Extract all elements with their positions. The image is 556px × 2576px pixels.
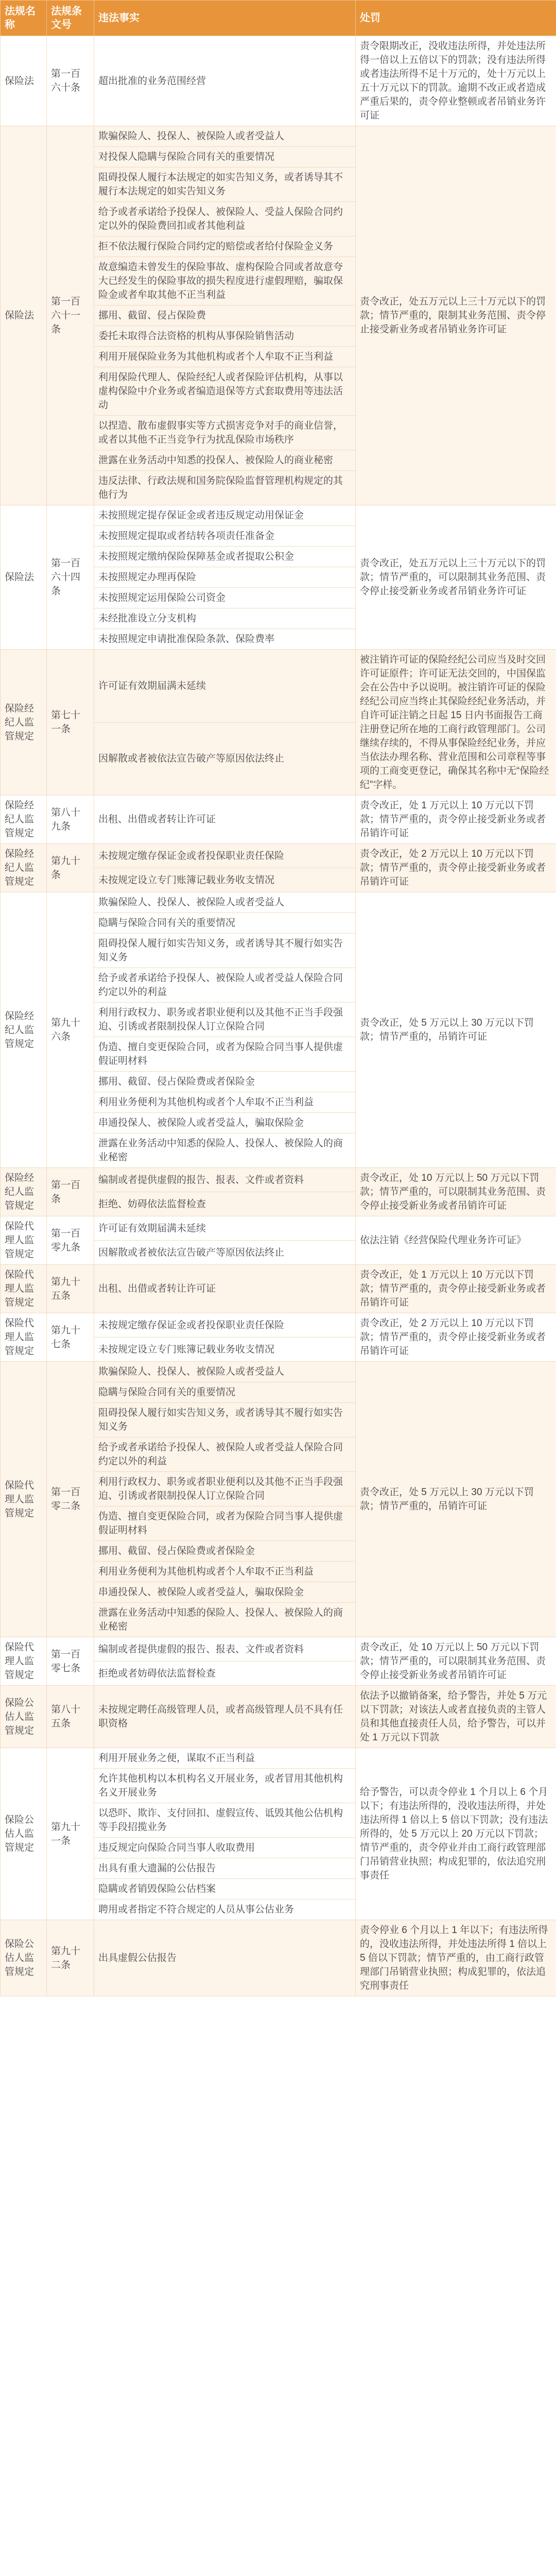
penalty-cell: 责令改正，处 10 万元以上 50 万元以下罚款；情节严重的，可以限制其业务范围、责令停止接受新业务或者吊销许可证 [356,1637,556,1686]
violation-fact-cell: 出具虚假公估报告 [94,1920,356,1996]
violation-fact-cell: 出具有重大遗漏的公估报告 [94,1858,356,1879]
law-name-cell: 保险经纪人监管规定 [1,844,47,892]
violation-fact-cell: 未按规定设立专门账簿记载业务收支情况 [94,868,356,892]
violation-fact-cell: 挪用、截留、侵占保险费或者保险金 [94,1072,356,1092]
law-name-cell: 保险代理人监管规定 [1,1637,47,1686]
article-number-cell: 第一百零九条 [47,1216,94,1265]
header-law-name: 法规名称 [1,1,47,36]
violation-fact-cell: 未按照规定提存保证金或者违反规定动用保证金 [94,505,356,526]
violation-fact-cell: 未按规定聘任高级管理人员，或者高级管理人员不具有任职资格 [94,1686,356,1748]
article-number-cell: 第一百六十四条 [47,505,94,650]
violation-fact-cell: 泄露在业务活动中知悉的保险人、投保人、被保险人的商业秘密 [94,1133,356,1168]
law-name-cell: 保险经纪人监管规定 [1,650,47,795]
violation-fact-cell: 未按照规定缴纳保险保障基金或者提取公积金 [94,547,356,567]
article-number-cell: 第九十条 [47,844,94,892]
penalty-cell: 责令改正，处 1 万元以上 10 万元以下罚款；情节严重的，责令停止接受新业务或者吊销许可证 [356,1265,556,1313]
law-name-cell: 保险经纪人监管规定 [1,795,47,844]
article-number-cell: 第一百零二条 [47,1362,94,1637]
violation-fact-cell: 以捏造、散布虚假事实等方式损害竞争对手的商业信誉，或者以其他不正当竞争行为扰乱保险市场秩序 [94,416,356,450]
law-name-cell: 保险代理人监管规定 [1,1362,47,1637]
table-header-row [1,1,556,36]
penalty-cell: 责令停业 6 个月以上 1 年以下；有违法所得的，没收违法所得，并处违法所得 1 倍以上 5 倍以下罚款；情节严重的，由工商行政管理部门吊销营业执照；构成犯罪的，依法追究刑事责任 [356,1920,556,1996]
table-row [1,892,556,913]
violation-fact-cell: 利用业务便利为其他机构或者个人牟取不正当利益 [94,1562,356,1582]
violation-fact-cell: 挪用、截留、侵占保险费 [94,306,356,326]
violation-fact-cell: 挪用、截留、侵占保险费或者保险金 [94,1541,356,1562]
law-name-cell: 保险法 [1,126,47,505]
violation-fact-cell: 超出批准的业务范围经营 [94,36,356,126]
violation-fact-cell: 对投保人隐瞒与保险合同有关的重要情况 [94,147,356,167]
violation-fact-cell: 隐瞒与保险合同有关的重要情况 [94,1382,356,1403]
article-number-cell: 第一百条 [47,1168,94,1216]
article-number-cell: 第九十二条 [47,1920,94,1996]
article-number-cell: 第八十五条 [47,1686,94,1748]
violation-fact-cell: 利用行政权力、职务或者职业便利以及其他不正当手段强迫、引诱或者限制投保人订立保险合同 [94,1472,356,1506]
article-number-cell: 第一百六十条 [47,36,94,126]
table-row [1,1216,556,1241]
table-row [1,795,556,844]
violation-fact-cell: 利用行政权力、职务或者职业便利以及其他不正当手段强迫、引诱或者限制投保人订立保险合同 [94,1003,356,1037]
law-name-cell: 保险代理人监管规定 [1,1216,47,1265]
law-name-cell: 保险经纪人监管规定 [1,1168,47,1216]
violation-fact-cell: 欺骗保险人、投保人、被保险人或者受益人 [94,126,356,147]
violation-fact-cell: 串通投保人、被保险人或者受益人，骗取保险金 [94,1582,356,1603]
article-number-cell: 第九十六条 [47,892,94,1168]
header-penalty: 处罚 [356,1,556,36]
violation-fact-cell: 拒绝、妨碍依法监督检查 [94,1192,356,1216]
header-article-number: 法规条文号 [47,1,94,36]
penalty-cell: 责令限期改正，没收违法所得，并处违法所得一倍以上五倍以下的罚款；没有违法所得或者违法所得不足十万元的，处十万元以上五十万元以下的罚款。逾期不改正或者造成严重后果的，责令停业整顿或者吊销业务许可证 [356,36,556,126]
violation-fact-cell: 利用开展业务之便，谋取不正当利益 [94,1748,356,1769]
law-name-cell: 保险代理人监管规定 [1,1265,47,1313]
penalty-cell: 依法予以撤销备案，给予警告，并处 5 万元以下罚款；对该法人或者直接负责的主管人员和其他直接责任人员，给予警告，可以并处 1 万元以下罚款 [356,1686,556,1748]
article-number-cell: 第一百六十一条 [47,126,94,505]
penalty-cell: 责令改正，处 2 万元以上 10 万元以下罚款；情节严重的，责令停止接受新业务或者吊销许可证 [356,844,556,892]
penalty-cell: 依法注销《经营保险代理业务许可证》 [356,1216,556,1265]
violation-fact-cell: 允许其他机构以本机构名义开展业务，或者冒用其他机构名义开展业务 [94,1769,356,1803]
penalty-cell: 责令改正，处五万元以上三十万元以下的罚款；情节严重的，限制其业务范围、责令停止接受新业务或者吊销业务许可证 [356,126,556,505]
table-row [1,650,556,723]
violation-fact-cell: 拒绝或者妨碍依法监督检查 [94,1662,356,1686]
header-violation-facts: 违法事实 [94,1,356,36]
article-number-cell: 第九十五条 [47,1265,94,1313]
table-row [1,36,556,126]
violation-fact-cell: 阻碍投保人履行本法规定的如实告知义务，或者诱导其不履行本法规定的如实告知义务 [94,167,356,202]
violation-fact-cell: 利用保险代理人、保险经纪人或者保险评估机构，从事以虚构保险中介业务或者编造退保等方式套取费用等违法活动 [94,367,356,416]
penalty-cell: 给予警告，可以责令停业 1 个月以上 6 个月以下；有违法所得的，没收违法所得，并处违法所得 1 倍以上 5 倍以下罚款；没有违法所得的，处 5 万元以上 20 万元以下罚款；情节严重的，责令停业并由工商行政管理部门吊销营业执照；构成犯罪的，依法追究刑事责任 [356,1748,556,1920]
violation-fact-cell: 许可证有效期届满未延续 [94,650,356,723]
violation-fact-cell: 泄露在业务活动中知悉的保险人、投保人、被保险人的商业秘密 [94,1603,356,1637]
violation-fact-cell: 伪造、擅自变更保险合同，或者为保险合同当事人提供虚假证明材料 [94,1037,356,1072]
violation-fact-cell: 故意编造未曾发生的保险事故、虚构保险合同或者故意夸大已经发生的保险事故的损失程度进行虚假理赔，骗取保险金或者牟取其他不正当利益 [94,257,356,306]
table-row [1,844,556,868]
violation-fact-cell: 出租、出借或者转让许可证 [94,1265,356,1313]
table-row [1,1362,556,1382]
violation-fact-cell: 出租、出借或者转让许可证 [94,795,356,844]
table-row [1,1168,556,1192]
violation-fact-cell: 聘用或者指定不符合规定的人员从事公估业务 [94,1900,356,1920]
article-number-cell: 第九十七条 [47,1313,94,1362]
violation-fact-cell: 隐瞒与保险合同有关的重要情况 [94,913,356,934]
article-number-cell: 第八十九条 [47,795,94,844]
penalty-cell: 责令改正，处 2 万元以上 10 万元以下罚款；情节严重的，责令停止接受新业务或者吊销许可证 [356,1313,556,1362]
violation-fact-cell: 编制或者提供虚假的报告、报表、文件或者资料 [94,1168,356,1192]
penalty-cell: 责令改正，处 5 万元以上 30 万元以下罚款；情节严重的，吊销许可证 [356,1362,556,1637]
violation-fact-cell: 泄露在业务活动中知悉的投保人、被保险人的商业秘密 [94,450,356,471]
table-row [1,1920,556,1996]
violation-fact-cell: 委托未取得合法资格的机构从事保险销售活动 [94,326,356,347]
table-row [1,126,556,147]
article-number-cell: 第七十一条 [47,650,94,795]
violation-fact-cell: 未按照规定办理再保险 [94,567,356,588]
violation-fact-cell: 给予或者承诺给予投保人、被保险人或者受益人保险合同约定以外的利益 [94,968,356,1003]
law-name-cell: 保险法 [1,36,47,126]
violation-fact-cell: 给予或者承诺给予投保人、被保险人或者受益人保险合同约定以外的利益 [94,1437,356,1472]
violation-fact-cell: 拒不依法履行保险合同约定的赔偿或者给付保险金义务 [94,236,356,257]
violation-fact-cell: 利用开展保险业务为其他机构或者个人牟取不正当利益 [94,347,356,367]
violation-fact-cell: 给予或者承诺给予投保人、被保险人、受益人保险合同约定以外的保险费回扣或者其他利益 [94,202,356,236]
law-name-cell: 保险法 [1,505,47,650]
table-row [1,505,556,526]
violation-fact-cell: 未按规定缴存保证金或者投保职业责任保险 [94,1313,356,1337]
violation-fact-cell: 伪造、擅自变更保险合同，或者为保险合同当事人提供虚假证明材料 [94,1506,356,1541]
article-number-cell: 第九十一条 [47,1748,94,1920]
penalty-cell: 责令改正，处 5 万元以上 30 万元以下罚款；情节严重的，吊销许可证 [356,892,556,1168]
article-number-cell: 第一百零七条 [47,1637,94,1686]
table-row [1,1748,556,1769]
violation-fact-cell: 欺骗保险人、投保人、被保险人或者受益人 [94,1362,356,1382]
penalty-cell: 责令改正，处五万元以上三十万元以下的罚款；情节严重的，可以限制其业务范围、责令停止接受新业务或者吊销业务许可证 [356,505,556,650]
violation-fact-cell: 违反法律、行政法规和国务院保险监督管理机构规定的其他行为 [94,471,356,505]
violation-fact-cell: 串通投保人、被保险人或者受益人，骗取保险金 [94,1113,356,1133]
penalty-cell: 责令改正，处 1 万元以上 10 万元以下罚款；情节严重的，责令停止接受新业务或者吊销许可证 [356,795,556,844]
law-name-cell: 保险代理人监管规定 [1,1313,47,1362]
violation-fact-cell: 未按规定缴存保证金或者投保职业责任保险 [94,844,356,868]
law-name-cell: 保险公估人监管规定 [1,1920,47,1996]
violation-fact-cell: 阻碍投保人履行如实告知义务，或者诱导其不履行如实告知义务 [94,1403,356,1437]
violation-fact-cell: 违反规定向保险合同当事人收取费用 [94,1838,356,1858]
violation-fact-cell: 欺骗保险人、投保人、被保险人或者受益人 [94,892,356,913]
violation-fact-cell: 许可证有效期届满未延续 [94,1216,356,1241]
violation-fact-cell: 未按照规定提取或者结转各项责任准备金 [94,526,356,547]
law-name-cell: 保险公估人监管规定 [1,1686,47,1748]
law-name-cell: 保险经纪人监管规定 [1,892,47,1168]
table-body [1,36,556,1996]
table-row [1,1265,556,1313]
table-row [1,1686,556,1748]
violation-fact-cell: 阻碍投保人履行如实告知义务，或者诱导其不履行如实告知义务 [94,934,356,968]
violation-fact-cell: 因解散或者被依法宣告破产等原因依法终止 [94,722,356,795]
law-name-cell: 保险公估人监管规定 [1,1748,47,1920]
violation-fact-cell: 因解散或者被依法宣告破产等原因依法终止 [94,1241,356,1265]
violation-fact-cell: 未按规定设立专门账簿记载业务收支情况 [94,1337,356,1362]
violation-fact-cell: 利用业务便利为其他机构或者个人牟取不正当利益 [94,1092,356,1113]
violation-fact-cell: 未经批准设立分支机构 [94,608,356,629]
penalty-cell: 被注销许可证的保险经纪公司应当及时交回许可证原件；许可证无法交回的，中国保监会在公告中予以说明。被注销许可证的保险经纪公司应当终止其保险经纪业务活动，并自许可证注销之日起 15 日内书面报告工商注册登记所在地的工商行政管理部门。公司继续存续的，不得从事保险经纪业务，并应当依法办理名称、营业范围和公司章程等事项的工商变更登记，确保其名称中无“保险经纪”字样。 [356,650,556,795]
violation-fact-cell: 编制或者提供虚假的报告、报表、文件或者资料 [94,1637,356,1662]
table-row [1,1637,556,1662]
violation-fact-cell: 隐瞒或者销毁保险公估档案 [94,1879,356,1900]
violation-fact-cell: 以恐吓、欺诈、支付回扣、虚假宣传、诋毁其他公估机构等手段招揽业务 [94,1803,356,1838]
violation-fact-cell: 未按照规定申请批准保险条款、保险费率 [94,629,356,650]
violation-fact-cell: 未按照规定运用保险公司资金 [94,588,356,608]
table-row [1,1313,556,1337]
penalty-cell: 责令改正，处 10 万元以上 50 万元以下罚款；情节严重的，可以限制其业务范围、责令停止接受新业务或者吊销许可证 [356,1168,556,1216]
